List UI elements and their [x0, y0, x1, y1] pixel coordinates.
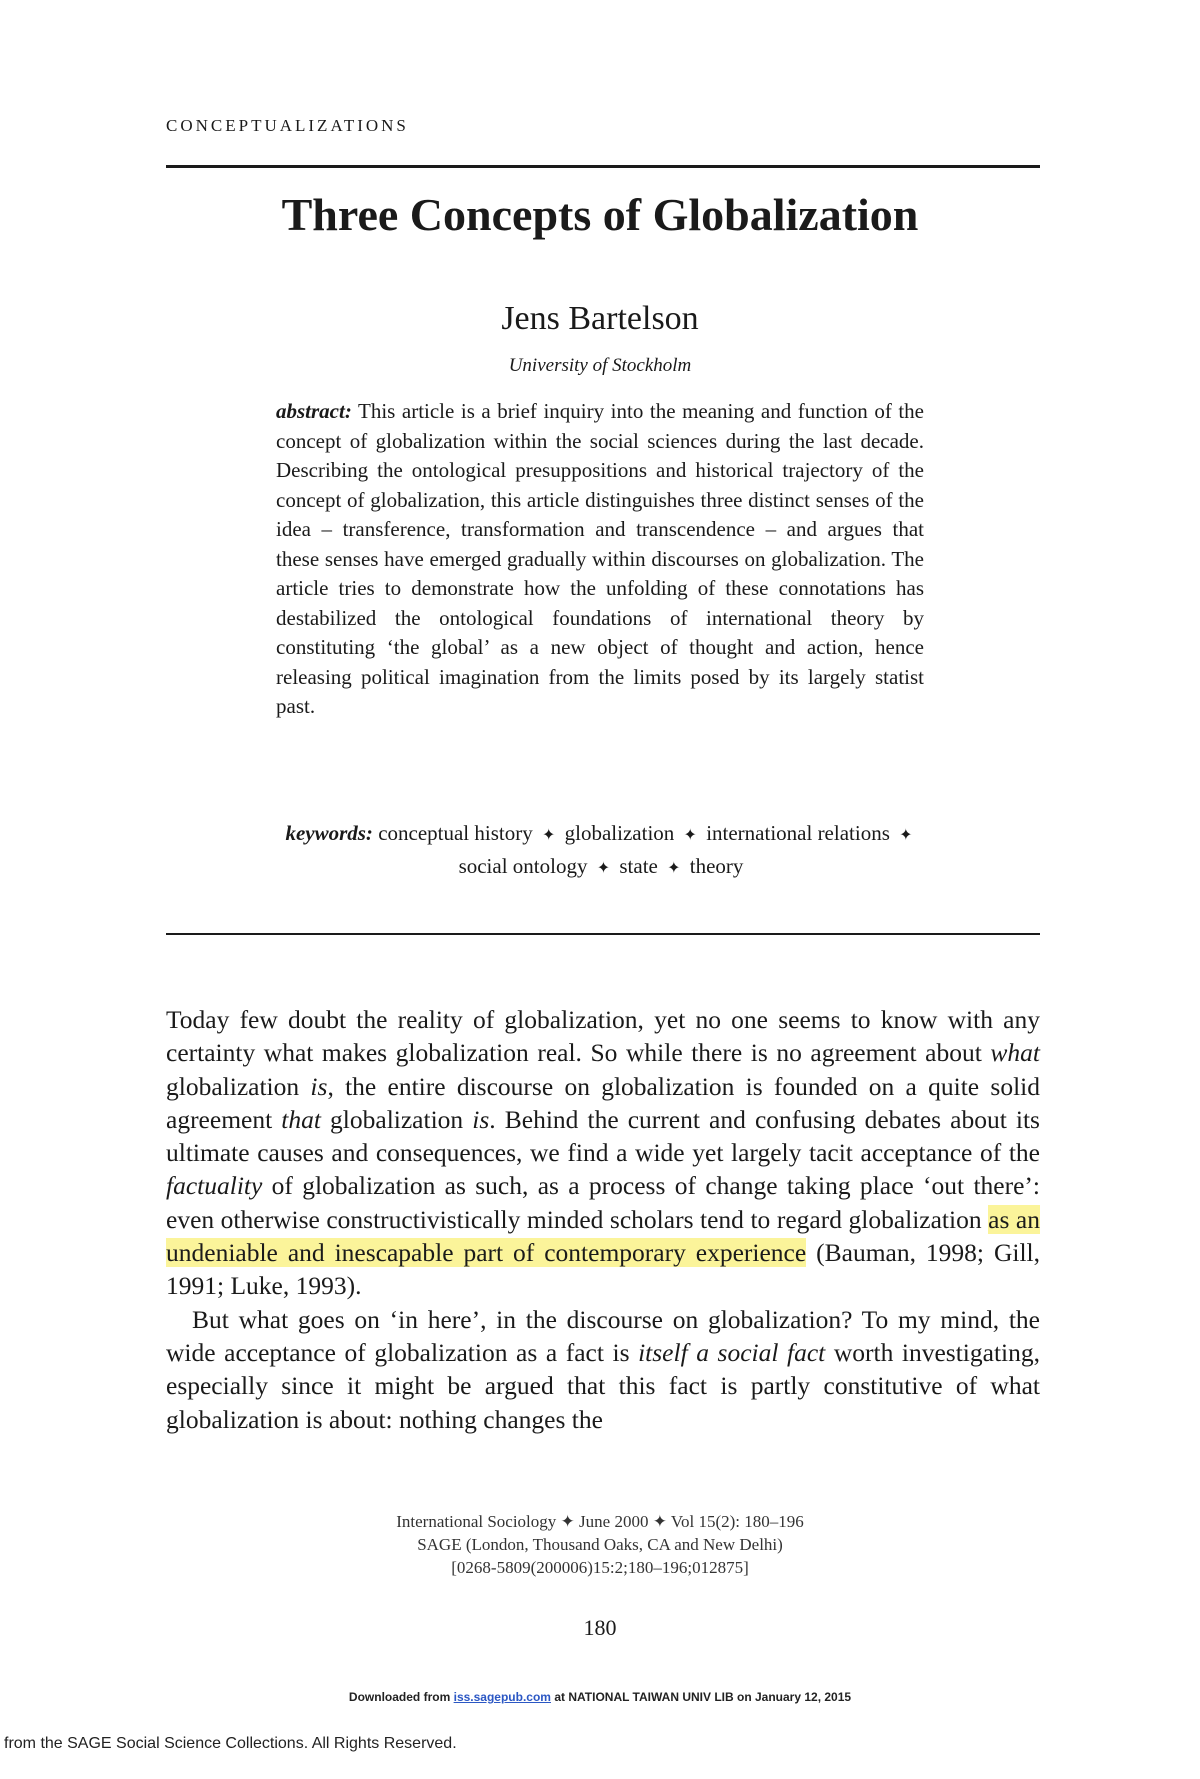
article-title: Three Concepts of Globalization: [281, 189, 919, 240]
doi: [0268-5809(200006)15:2;180–196;012875]: [451, 1558, 749, 1577]
keyword-separator: ✦: [541, 827, 556, 844]
keyword-separator: ✦: [667, 860, 681, 877]
section-label: CONCEPTUALIZATIONS: [166, 116, 409, 135]
volume-info: Vol 15(2): 180–196: [670, 1512, 804, 1531]
journal-name: International Sociology: [396, 1512, 557, 1531]
keyword: social ontology: [458, 854, 588, 878]
keyword-separator: ✦: [683, 827, 697, 844]
keyword: state: [619, 854, 658, 878]
keyword: international relations: [706, 821, 890, 845]
abstract: [276, 397, 924, 722]
keyword-separator: ✦: [596, 860, 611, 877]
rights-notice: from the SAGE Social Science Collections. All Rights Reserved.: [4, 1735, 457, 1752]
keyword: conceptual history: [378, 821, 533, 845]
publisher: SAGE (London, Thousand Oaks, CA and New Delhi): [417, 1535, 783, 1554]
body-paragraph-2: But what goes on ‘in here’, in the discourse on globalization? To my mind, the wide acceptance of globalization as a fact is itself a social fact worth investigating, especially since it might be argued that this fact is partly constitutive of what globalization is about: nothing changes the: [166, 1304, 1041, 1434]
keyword-separator: ✦: [899, 827, 913, 844]
body-paragraph-1: Today few doubt the reality of globalization, yet no one seems to know with any certainty what makes globalization real. So while there is no agreement about what globalization is, the entire discourse on globalization is founded on a quite solid agreement that globalization is. Behind the current and confusing debates about its ultimate causes and consequences, we find a wide yet largely tacit acceptance of the factuality of globalization as such, as a process of change taking place ‘out there’: even otherwise constructivistically minded scholars tend to regard globalization as an undeniable and inescapable part of contemporary experience (Bauman, 1998; Gill, 1991; Luke, 1993).: [166, 1005, 1040, 1301]
download-notice: Downloaded from iss.sagepub.com at NATIONAL TAIWAN UNIV LIB on January 12, 2015: [348, 1690, 852, 1704]
body-text: [166, 1003, 1040, 1436]
abstract-label: abstract:: [276, 399, 352, 423]
keywords-label: keywords:: [285, 821, 373, 845]
journal-citation: International Sociology ✦ June 2000 ✦ Vol 15(2): 180–196 SAGE (London, Thousand Oaks, CA and New Delhi) [0268-5809(200006)15:2;180–196;012875]: [0, 1510, 1200, 1579]
author-name: Jens Bartelson: [501, 300, 699, 337]
highlighted-text: as an undeniable and inescapable part of contemporary experience: [166, 1204, 1040, 1268]
keywords: [270, 818, 932, 884]
download-site-link[interactable]: iss.sagepub.com: [453, 1690, 551, 1704]
top-rule: [166, 165, 1040, 168]
section-divider: [166, 933, 1040, 935]
keyword: theory: [689, 854, 744, 878]
issue-date: June 2000: [579, 1512, 649, 1531]
page-number: 180: [583, 1615, 617, 1640]
keyword: globalization: [564, 821, 675, 845]
abstract-text: This article is a brief inquiry into the meaning and function of the concept of globalization within the social sciences during the last decade. Describing the ontological presuppositions and historical trajectory of the concept of globalization, this article distinguishes three distinct senses of the idea – transference, transformation and transcendence – and argues that these senses have emerged gradually within discourses on globalization. The article tries to demonstrate how the unfolding of these connotations has destabilized the ontological foundations of international theory by constituting ‘the global’ as a new object of thought and action, hence releasing political imagination from the limits posed by its largely statist past.: [276, 399, 925, 718]
author-affiliation: University of Stockholm: [508, 355, 692, 376]
